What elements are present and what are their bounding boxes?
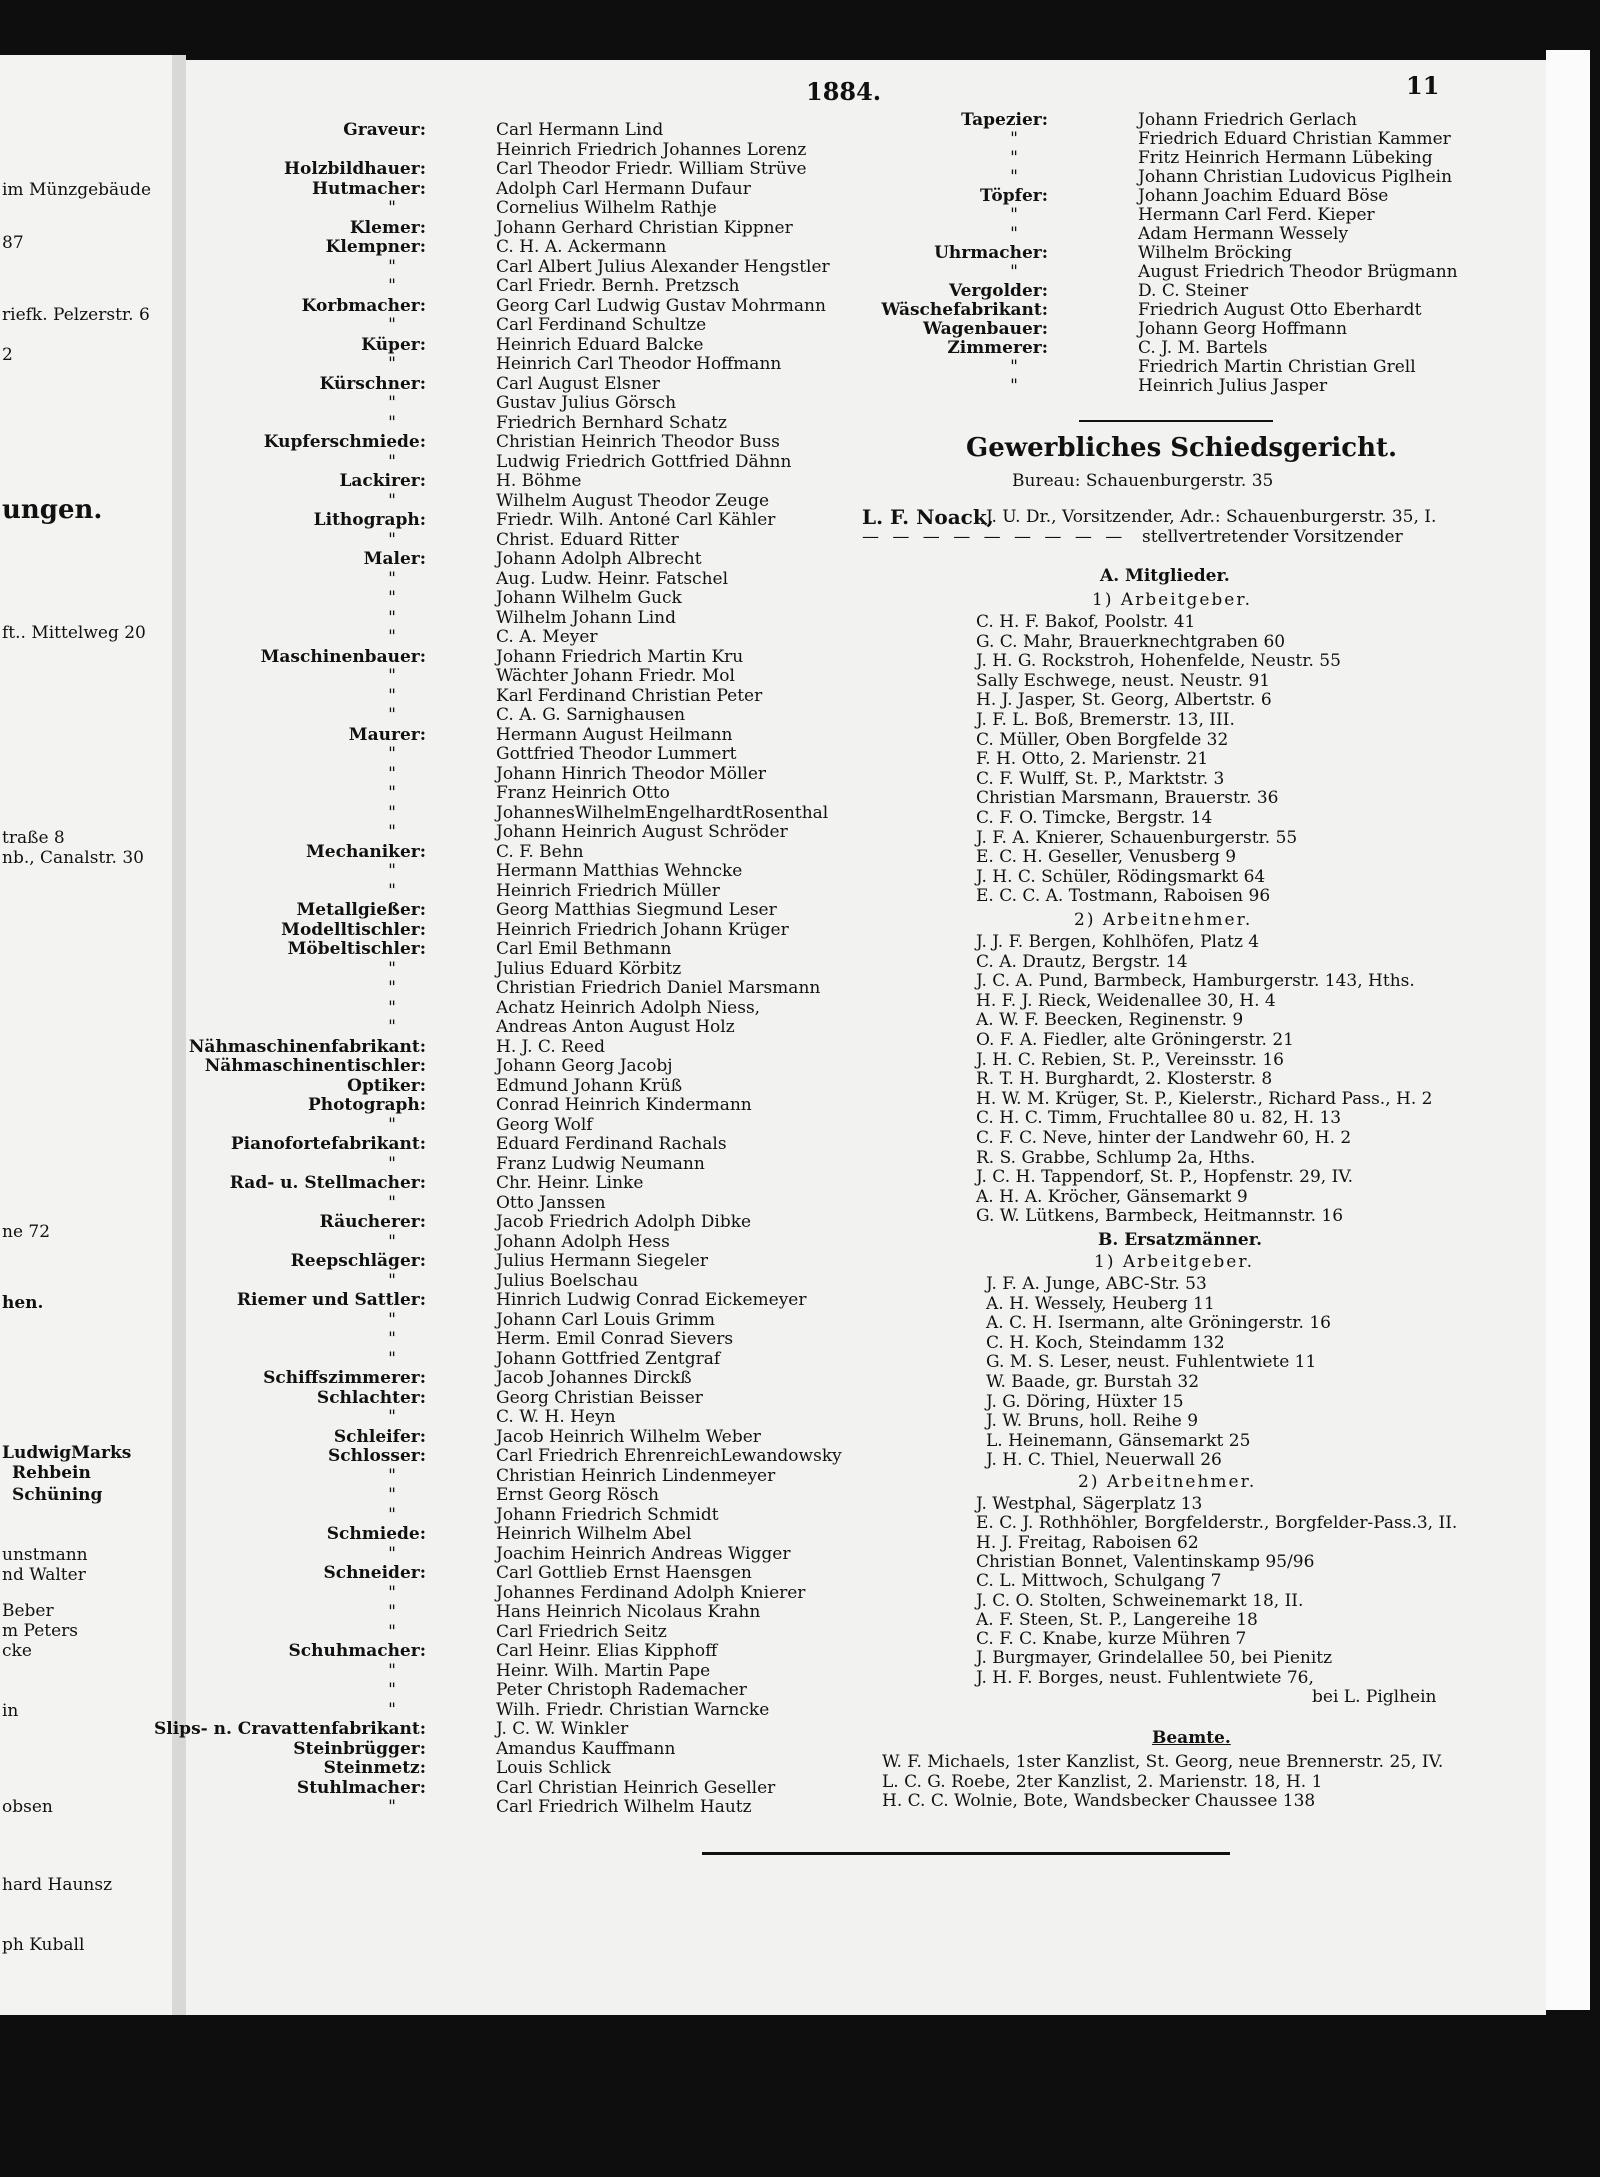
person-name: Heinrich Julius Jasper [1138,376,1328,396]
occupation-label: " [1010,376,1018,396]
person-name: Andreas Anton August Holz [496,1017,735,1037]
person-name: Julius Hermann Siegeler [496,1251,708,1271]
list-entry: J. F. A. Junge, ABC-Str. 53 [986,1274,1207,1294]
person-name: Louis Schlick [496,1758,611,1778]
occupation-label: Steinmetz: [323,1758,426,1778]
person-name: Heinrich Friedrich Johann Krüger [496,919,789,940]
occupation-label: Schiffszimmerer: [263,1368,426,1388]
person-name: C. F. Behn [496,841,584,862]
occupation-label: Maler: [363,549,426,569]
person-name: Aug. Ludw. Heinr. Fatschel [496,568,729,589]
occupation-label: Nähmaschinentischler: [204,1056,426,1076]
occupation-label: " [388,1504,396,1525]
list-entry: C. F. O. Timcke, Bergstr. 14 [976,808,1213,828]
occupation-label: Photograph: [307,1095,426,1115]
person-name: Friedrich Bernhard Schatz [496,412,727,433]
list-entry: J. Burgmayer, Grindelallee 50, bei Pienitz [976,1648,1333,1669]
person-name: Johann Gottfried Zentgraf [496,1348,721,1369]
list-entry: R. T. H. Burghardt, 2. Klosterstr. 8 [976,1069,1273,1090]
court-bureau: Bureau: Schauenburgerstr. 35 [1012,471,1274,491]
list-entry: E. C. J. Rothhöhler, Borgfelderstr., Borgfelder-Pass.3, II. [976,1513,1458,1534]
occupation-label: " [388,1797,396,1817]
left-text: traße 8 [2,828,65,848]
occupation-label: " [388,1329,396,1349]
list-entry: G. C. Mahr, Brauerknechtgraben 60 [976,631,1286,652]
person-name: Carl Friedrich Seitz [496,1621,667,1642]
person-name: Jacob Johannes Dirckß [496,1368,692,1388]
left-text: im Münzgebäude [2,180,152,200]
person-name: C. W. H. Heyn [496,1407,616,1427]
occupation-label: " [388,1114,396,1135]
person-name: C. A. Meyer [496,627,598,647]
person-name: Heinrich Wilhelm Abel [496,1524,692,1544]
occupation-label: Lackirer: [339,471,426,491]
person-name: Gustav Julius Görsch [496,393,677,413]
person-name: Edmund Johann Krüß [496,1075,683,1096]
person-name: Wächter Johann Friedr. Mol [496,666,735,686]
list-entry: Christian Bonnet, Valentinskamp 95/96 [976,1551,1315,1572]
person-name: Adolph Carl Hermann Dufaur [496,178,751,199]
person-name: Hermann August Heilmann [496,724,733,745]
list-entry: F. H. Otto, 2. Marienstr. 21 [976,749,1209,770]
person-name: Georg Wolf [496,1114,593,1135]
list-entry: L. C. G. Roebe, 2ter Kanzlist, 2. Marienstr. 18, H. 1 [882,1771,1323,1792]
occupation-label: Töpfer: [980,186,1048,206]
person-name: Carl Friedrich EhrenreichLewandowsky [496,1446,842,1466]
person-name: Wilhelm Bröcking [1138,243,1292,263]
occupation-label: Pianofortefabrikant: [230,1134,426,1154]
list-entry: J. C. A. Pund, Barmbeck, Hamburgerstr. 143, Hths. [976,971,1415,992]
occupation-label: " [388,1270,396,1291]
person-name: Heinrich Carl Theodor Hoffmann [496,354,782,374]
occupation-label: Küper: [361,334,426,355]
person-name: Johann Wilhelm Guck [496,588,682,608]
occupation-label: " [388,256,396,277]
occupation-label: Uhrmacher: [934,243,1048,263]
previous-page-fragment [0,55,172,2015]
person-name: Carl Albert Julius Alexander Hengstler [496,256,830,277]
occupation-label: " [388,997,396,1018]
person-name: Wilhelm Johann Lind [496,607,677,628]
person-name: Heinrich Eduard Balcke [496,334,704,355]
section-b-heading: B. Ersatzmänner. [1098,1230,1263,1250]
b2-heading: 2) Arbeitnehmer. [1078,1472,1257,1492]
person-name: Carl Theodor Friedr. William Strüve [496,159,807,179]
occupation-label: " [388,529,396,550]
court-title: Gewerbliches Schiedsgericht. [966,433,1398,463]
person-name: Ernst Georg Rösch [496,1485,659,1505]
occupation-label: " [388,666,396,686]
list-entry: C. H. F. Bakof, Poolstr. 41 [976,612,1196,632]
person-name: Eduard Ferdinand Rachals [496,1134,727,1154]
occupation-label: " [388,1543,396,1564]
person-name: Georg Matthias Siegmund Leser [496,900,777,920]
person-name: Georg Carl Ludwig Gustav Mohrmann [496,295,826,316]
person-name: Ludwig Friedrich Gottfried Dähnn [496,451,792,472]
list-entry: G. W. Lütkens, Barmbeck, Heitmannstr. 16 [976,1206,1344,1227]
b1-heading: 1) Arbeitgeber. [1094,1252,1255,1272]
person-name: Joachim Heinrich Andreas Wigger [496,1543,791,1564]
occupation-label: " [388,198,396,218]
person-name: Heinrich Friedrich Müller [496,880,720,901]
person-name: Johann Joachim Eduard Böse [1138,186,1389,206]
list-entry: J. Westphal, Sägerplatz 13 [976,1494,1203,1514]
occupation-label: Hutmacher: [311,178,426,199]
person-name: Jacob Heinrich Wilhelm Weber [496,1426,761,1447]
person-name: Carl Heinr. Elias Kipphoff [496,1641,718,1661]
occupation-label: " [388,588,396,608]
person-name: Jacob Friedrich Adolph Dibke [496,1212,752,1232]
occupation-label: " [1010,205,1018,225]
person-name: Johann Hinrich Theodor Möller [496,763,767,784]
person-name: Adam Hermann Wessely [1138,224,1349,244]
officials-heading: Beamte. [1152,1728,1231,1748]
person-name: Cornelius Wilhelm Rathje [496,198,717,218]
occupation-label: Schleifer: [333,1426,426,1447]
occupation-label: " [388,861,396,881]
occupation-label: Lithograph: [313,510,426,530]
list-entry: J. H. F. Borges, neust. Fuhlentwiete 76, [976,1667,1314,1688]
person-name: J. C. W. Winkler [496,1719,629,1739]
occupation-label: " [388,744,396,764]
person-name: Georg Christian Beisser [496,1387,703,1408]
list-entry: J. C. H. Tappendorf, St. P., Hopfenstr. 29, IV. [976,1167,1354,1188]
person-name: Carl Emil Bethmann [496,939,672,959]
list-entry: O. F. A. Fiedler, alte Gröningerstr. 21 [976,1030,1294,1050]
person-name: Franz Heinrich Otto [496,783,670,803]
occupation-label: Maschinenbauer: [260,646,426,667]
person-name: D. C. Steiner [1138,281,1249,301]
occupation-label: " [388,1407,396,1427]
occupation-label: " [388,1309,396,1330]
person-name: Carl Friedrich Wilhelm Hautz [496,1797,752,1817]
list-entry: L. Heinemann, Gänsemarkt 25 [986,1430,1251,1451]
occupation-label: Modelltischler: [281,919,426,940]
person-name: Franz Ludwig Neumann [496,1153,705,1174]
list-entry: H. J. Freitag, Raboisen 62 [976,1532,1199,1553]
person-name: Johann Georg Hoffmann [1138,319,1348,339]
person-name: Julius Eduard Körbitz [496,958,682,979]
occupation-label: Klemer: [349,217,426,238]
person-name: Johann Georg Jacobj [496,1056,673,1076]
person-name: Wilh. Friedr. Christian Warncke [496,1699,770,1720]
left-text: riefk. Pelzerstr. 6 [2,305,150,325]
list-entry: C. H. Koch, Steindamm 132 [986,1332,1225,1353]
list-entry: J. J. F. Bergen, Kohlhöfen, Platz 4 [976,932,1260,952]
occupation-label: Zimmerer: [947,338,1048,358]
list-entry: E. C. C. A. Tostmann, Raboisen 96 [976,886,1271,907]
occupation-label: " [388,1465,396,1486]
occupation-label: Steinbrügger: [293,1738,426,1759]
person-name: Carl Hermann Lind [496,120,664,140]
occupation-label: " [388,978,396,998]
occupation-label: " [388,1680,396,1700]
person-name: Johann Carl Louis Grimm [496,1309,715,1330]
list-entry: A. F. Steen, St. P., Langereihe 18 [976,1609,1258,1630]
occupation-label: " [1010,357,1018,377]
person-name: Christian Friedrich Daniel Marsmann [496,978,821,998]
left-text: in [2,1701,19,1721]
person-name: Otto Janssen [496,1192,606,1213]
list-entry: H. F. J. Rieck, Weidenallee 30, H. 4 [976,990,1276,1011]
occupation-label: Möbeltischler: [287,939,426,959]
list-entry: R. S. Grabbe, Schlump 2a, Hths. [976,1147,1256,1168]
person-name: Karl Ferdinand Christian Peter [496,685,763,706]
person-name: Johann Gerhard Christian Kippner [496,217,793,238]
list-entry: J. C. O. Stolten, Schweinemarkt 18, II. [976,1590,1304,1611]
list-entry: A. H. A. Kröcher, Gänsemarkt 9 [976,1186,1248,1207]
left-text: Schüning [12,1485,103,1505]
page-number: 11 [1406,71,1440,100]
occupation-label: Schlachter: [316,1387,426,1408]
list-entry: C. F. Wulff, St. P., Marktstr. 3 [976,768,1225,789]
left-text: ft.. Mittelweg 20 [2,623,146,643]
occupation-label: " [388,354,396,374]
occupation-label: " [388,1017,396,1037]
list-entry: J. W. Bruns, holl. Reihe 9 [986,1411,1199,1432]
left-text: nd Walter [2,1565,86,1585]
occupation-label: " [388,451,396,472]
section-rule [1079,420,1273,422]
occupation-label: " [388,685,396,706]
occupation-label: Reepschläger: [290,1251,426,1271]
occupation-label: " [388,1485,396,1505]
occupation-label: " [388,880,396,901]
occupation-label: " [1010,167,1018,187]
a2-heading: 2) Arbeitnehmer. [1074,910,1253,930]
list-entry: J. F. L. Boß, Bremerstr. 13, III. [976,710,1235,730]
left-text: hen. [2,1293,44,1313]
court-chair-details: J. U. Dr., Vorsitzender, Adr.: Schauenburgerstr. 35, I. [986,507,1437,527]
occupation-label: " [388,1348,396,1369]
person-name: Fritz Heinrich Hermann Lübeking [1138,148,1433,168]
occupation-label: Metallgießer: [296,900,426,920]
occupation-label: Schneider: [323,1563,426,1583]
list-entry: A. H. Wessely, Heuberg 11 [986,1293,1215,1314]
person-name: H. J. C. Reed [496,1036,605,1057]
person-name: Amandus Kauffmann [496,1738,676,1759]
person-name: C. J. M. Bartels [1138,338,1268,358]
person-name: C. H. A. Ackermann [496,237,667,257]
occupation-label: " [388,412,396,433]
person-name: Hermann Carl Ferd. Kieper [1138,205,1375,225]
person-name: Chr. Heinr. Linke [496,1173,644,1193]
list-entry: W. F. Michaels, 1ster Kanzlist, St. Georg, neue Brennerstr. 25, IV. [882,1752,1444,1772]
person-name: Gottfried Theodor Lummert [496,744,737,764]
occupation-label: Wagenbauer: [922,319,1048,339]
occupation-label: " [388,627,396,647]
occupation-label: " [388,607,396,628]
left-text: ph Kuball [2,1935,85,1955]
person-name: Johann Friedrich Gerlach [1138,110,1357,130]
occupation-label: " [388,393,396,413]
left-text: Rehbein [12,1463,91,1483]
occupation-label: " [388,1231,396,1252]
left-heading: ungen. [2,495,103,525]
occupation-label: " [388,1602,396,1622]
person-name: Johann Christian Ludovicus Piglhein [1138,167,1453,187]
occupation-label: " [388,783,396,803]
person-name: Carl August Elsner [496,373,660,394]
person-name: Friedrich August Otto Eberhardt [1138,300,1422,320]
person-name: Hermann Matthias Wehncke [496,861,743,881]
person-name: Johannes Ferdinand Adolph Knierer [496,1582,806,1603]
occupation-label: " [1010,129,1018,149]
occupation-label: Kürschner: [319,373,426,394]
occupation-label: Rad- u. Stellmacher: [229,1173,426,1193]
occupation-label: Optiker: [347,1075,426,1096]
occupation-label: " [388,1153,396,1174]
occupation-label: " [388,763,396,784]
occupation-label: " [388,315,396,335]
list-entry: J. H. G. Rockstroh, Hohenfelde, Neustr. 55 [976,651,1341,672]
list-entry: bei L. Piglhein [1312,1687,1437,1707]
person-name: Johann Heinrich August Schröder [496,822,788,842]
person-name: Christ. Eduard Ritter [496,529,679,550]
list-entry: E. C. H. Geseller, Venusberg 9 [976,847,1237,868]
person-name: C. A. G. Sarnighausen [496,705,686,725]
occupation-label: Graveur: [343,120,426,140]
occupation-label: " [388,1621,396,1642]
occupation-label: Vergolder: [948,281,1048,301]
occupation-label: " [388,1699,396,1720]
left-text: cke [2,1641,32,1661]
list-entry: A. C. H. Isermann, alte Gröningerstr. 16 [986,1313,1331,1334]
occupation-label: Schlosser: [328,1446,426,1466]
person-name: Achatz Heinrich Adolph Niess, [496,997,761,1018]
court-deputy: stellvertretender Vorsitzender [1142,527,1403,547]
occupation-label: " [388,1192,396,1213]
list-entry: A. W. F. Beecken, Reginenstr. 9 [976,1010,1244,1031]
person-name: Wilhelm August Theodor Zeuge [496,490,770,511]
person-name: Carl Gottlieb Ernst Haensgen [496,1563,752,1583]
person-name: Conrad Heinrich Kindermann [496,1095,752,1115]
person-name: Johann Adolph Hess [496,1231,670,1252]
list-entry: C. L. Mittwoch, Schulgang 7 [976,1571,1222,1592]
person-name: Johann Friedrich Schmidt [496,1504,719,1525]
list-entry: G. M. S. Leser, neust. Fuhlentwiete 11 [986,1352,1317,1373]
occupation-label: " [388,958,396,979]
person-name: Friedrich Martin Christian Grell [1138,357,1416,377]
list-entry: C. H. C. Timm, Fruchtallee 80 u. 82, H. 13 [976,1108,1342,1129]
occupation-label: " [388,822,396,842]
left-text: m Peters [2,1621,79,1641]
list-entry: C. A. Drautz, Bergstr. 14 [976,951,1188,972]
occupation-label: " [388,802,396,823]
person-name: JohannesWilhelmEngelhardtRosenthal [496,802,829,823]
occupation-label: Korbmacher: [301,295,426,316]
list-entry: C. F. C. Knabe, kurze Mühren 7 [976,1629,1247,1650]
occupation-label: " [388,1660,396,1681]
occupation-label: " [1010,262,1018,282]
occupation-label: Kupferschmiede: [263,432,426,452]
court-chair-name: L. F. Noack, [862,505,994,529]
occupation-label: " [1010,148,1018,168]
list-entry: W. Baade, gr. Burstah 32 [986,1372,1200,1392]
person-name: Carl Friedr. Bernh. Pretzsch [496,276,740,296]
list-entry: J. G. Döring, Hüxter 15 [986,1391,1184,1412]
list-entry: Christian Marsmann, Brauerstr. 36 [976,788,1279,809]
person-name: Heinr. Wilh. Martin Pape [496,1660,711,1681]
person-name: Hinrich Ludwig Conrad Eickemeyer [496,1290,807,1310]
bottom-rule [702,1852,1230,1855]
left-text: hard Haunsz [2,1875,113,1895]
list-entry: J. H. C. Thiel, Neuerwall 26 [986,1450,1222,1471]
occupation-label: Riemer und Sattler: [236,1290,426,1310]
person-name: Peter Christoph Rademacher [496,1680,747,1700]
person-name: Christian Heinrich Lindenmeyer [496,1465,776,1486]
list-entry: J. H. C. Schüler, Rödingsmarkt 64 [976,866,1266,887]
left-text: unstmann [2,1545,88,1565]
occupation-label: Schmiede: [326,1524,426,1544]
person-name: Hans Heinrich Nicolaus Krahn [496,1602,761,1622]
person-name: Carl Christian Heinrich Geseller [496,1777,776,1798]
occupation-label: Stuhlmacher: [296,1777,426,1798]
list-entry: H. J. Jasper, St. Georg, Albertstr. 6 [976,690,1272,711]
a1-heading: 1) Arbeitgeber. [1092,590,1253,610]
section-a-heading: A. Mitglieder. [1100,566,1230,586]
person-name: Christian Heinrich Theodor Buss [496,432,780,452]
list-entry: J. F. A. Knierer, Schauenburgerstr. 55 [976,827,1298,848]
occupation-label: Mechaniker: [305,841,426,862]
person-name: Friedr. Wilh. Antoné Carl Kähler [496,510,776,530]
occupation-label: Wäschefabrikant: [881,300,1048,320]
list-entry: J. H. C. Rebien, St. P., Vereinsstr. 16 [976,1049,1284,1070]
person-name: Heinrich Friedrich Johannes Lorenz [496,139,807,160]
occupation-label: " [388,568,396,589]
left-text: 2 [2,345,13,365]
person-name: Johann Friedrich Martin Kru [496,646,744,667]
deputy-dashes: — — — — — — — — — [862,527,1127,547]
person-name: Friedrich Eduard Christian Kammer [1138,129,1451,149]
occupation-label: Holzbildhauer: [284,159,426,179]
person-name: Carl Ferdinand Schultze [496,315,707,335]
person-name: H. Böhme [496,471,582,491]
list-entry: Sally Eschwege, neust. Neustr. 91 [976,670,1271,691]
list-entry: H. C. C. Wolnie, Bote, Wandsbecker Chaussee 138 [882,1791,1316,1811]
occupation-label: Slips- n. Cravattenfabrikant: [153,1719,426,1739]
occupation-label: Klempner: [325,237,426,257]
year-header: 1884. [806,77,882,106]
occupation-label: " [388,276,396,296]
person-name: Johann Adolph Albrecht [496,549,702,569]
page-edge [1546,50,1590,2010]
left-text: ne 72 [2,1222,51,1242]
left-text: obsen [2,1797,53,1817]
directory-page [153,60,1546,2015]
list-entry: H. W. M. Krüger, St. P., Kielerstr., Richard Pass., H. 2 [976,1088,1433,1109]
occupation-label: Tapezier: [961,110,1048,130]
occupation-label: " [388,705,396,725]
occupation-label: Maurer: [348,724,426,745]
occupation-label: Schuhmacher: [288,1641,426,1661]
left-text: LudwigMarks [2,1443,132,1463]
occupation-label: Nähmaschinenfabrikant: [188,1036,426,1057]
occupation-label: " [388,490,396,511]
list-entry: C. F. C. Neve, hinter der Landwehr 60, H. 2 [976,1128,1352,1148]
person-name: August Friedrich Theodor Brügmann [1138,262,1458,282]
left-text: 87 [2,233,24,253]
occupation-label: Räucherer: [319,1212,426,1232]
occupation-label: " [1010,224,1018,244]
list-entry: C. Müller, Oben Borgfelde 32 [976,729,1229,750]
occupation-label: " [388,1582,396,1603]
person-name: Julius Boelschau [496,1270,639,1291]
left-text: nb., Canalstr. 30 [2,848,144,868]
left-text: Beber [2,1601,54,1621]
person-name: Herm. Emil Conrad Sievers [496,1329,734,1349]
